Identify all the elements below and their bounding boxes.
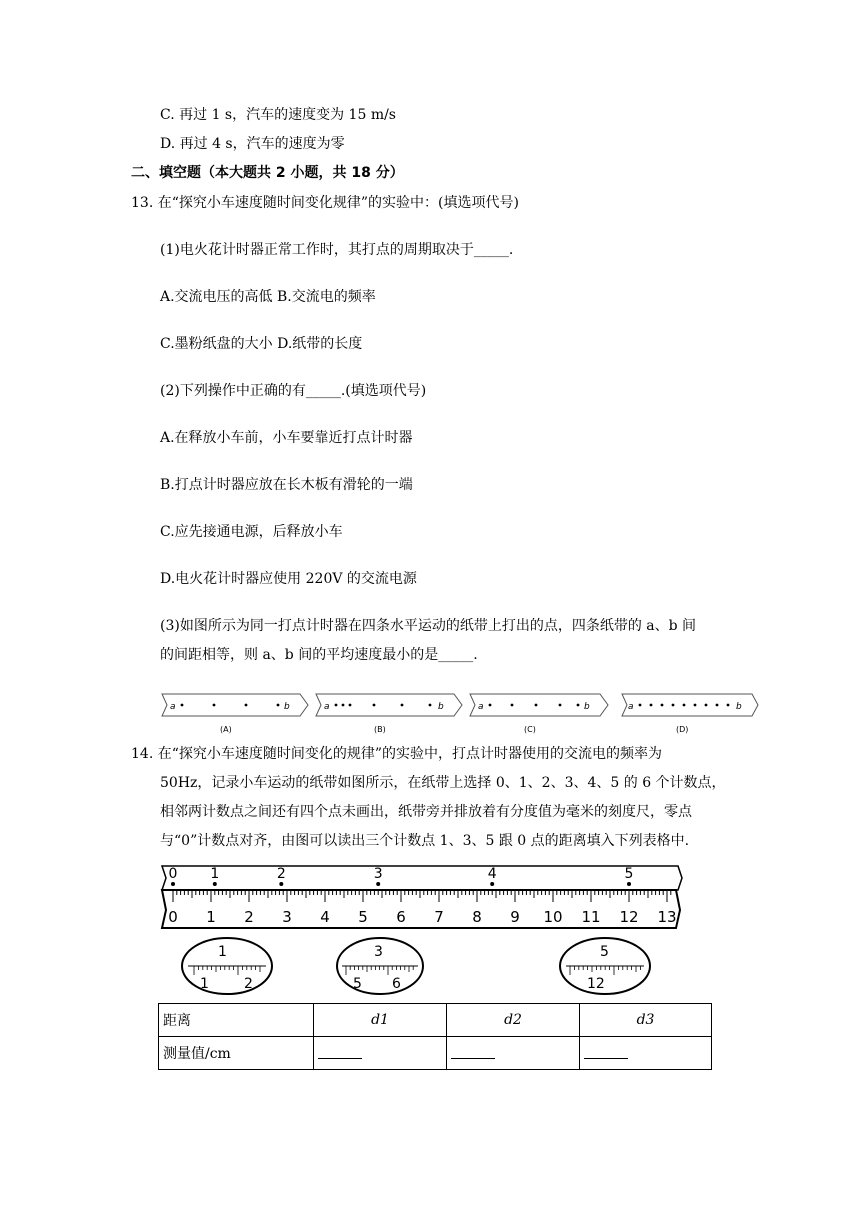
- ruler-scale-label: 9: [510, 908, 520, 926]
- q13-part2-option-c: C.应先接通电源，后释放小车: [160, 524, 343, 540]
- table-value-row: [159, 1037, 712, 1070]
- q13-part2: (2)下列操作中正确的有_____.(填选项代号): [160, 383, 427, 399]
- q13-part3-line1: (3)如图所示为同一打点计时器在四条水平运动的纸带上打出的点，四条纸带的 a、b 间: [160, 618, 697, 634]
- q13-part1-options-ab: A.交流电压的高低 B.交流电的频率: [160, 289, 376, 305]
- count-point-label: 2: [276, 866, 286, 882]
- magnifier-3-point: 5: [600, 944, 609, 960]
- tape-c: [470, 694, 608, 734]
- table-header-row: [159, 1004, 712, 1037]
- q13-part1: (1)电火花计时器正常工作时，其打点的周期取决于_____.: [160, 242, 514, 258]
- magnifier-1: [182, 938, 272, 994]
- tape-d: [622, 694, 758, 734]
- ruler-scale-label: 11: [581, 908, 601, 926]
- tape-a-point-b: b: [284, 702, 290, 712]
- question-14-line2: 50Hz，记录小车运动的纸带如图所示，在纸带上选择 0、1、2、3、4、5 的 6 个计数点，: [160, 775, 726, 791]
- q13-part2-option-d: D.电火花计时器应使用 220V 的交流电源: [160, 571, 417, 587]
- count-point-label: 0: [168, 866, 178, 882]
- ruler-scale-label: 12: [619, 908, 639, 926]
- count-point-dot: [279, 882, 283, 886]
- answer-d3[interactable]: [580, 1037, 712, 1070]
- tape-a: [162, 694, 308, 734]
- ruler-scale-label: 1: [206, 908, 216, 926]
- magnifier-figure: [180, 936, 660, 998]
- paper-tapes-figure: [160, 690, 760, 738]
- q13-part1-options-cd: C.墨粉纸盘的大小 D.纸带的长度: [160, 336, 363, 352]
- count-point-dot: [376, 882, 380, 886]
- count-point-dot: [490, 882, 494, 886]
- magnifier-2: [337, 938, 423, 994]
- ruler-scale-label: 2: [244, 908, 254, 926]
- measurement-table: [158, 1003, 712, 1070]
- header-d3: d3: [580, 1004, 712, 1037]
- tape-d-point-b: b: [736, 702, 742, 712]
- option-d: D. 再过 4 s，汽车的速度为零: [160, 136, 345, 152]
- ruler-scale-label: 6: [396, 908, 406, 926]
- ruler-scale-label: 10: [543, 908, 563, 926]
- tape-c-label: (C): [524, 725, 536, 734]
- ruler-scale-label: 13: [657, 908, 677, 926]
- q13-part2-option-a: A.在释放小车前，小车要靠近打点计时器: [160, 430, 413, 446]
- magnifier-2-left: 5: [353, 976, 362, 992]
- section-title: 二、填空题（本大题共 2 小题，共 18 分）: [131, 165, 404, 181]
- ruler-scale-label: 3: [282, 908, 292, 926]
- magnifier-1-right: 2: [244, 976, 253, 992]
- tape-a-point-a: a: [170, 702, 176, 712]
- count-point-dot: [627, 882, 631, 886]
- count-point-label: 3: [373, 866, 383, 882]
- answer-d2[interactable]: [447, 1037, 580, 1070]
- header-distance: 距离: [159, 1004, 314, 1037]
- q13-part3-line2: 的间距相等，则 a、b 间的平均速度最小的是_____.: [160, 647, 478, 663]
- tape-a-label: (A): [220, 725, 232, 734]
- count-point-dot: [171, 882, 175, 886]
- tape-b-point-a: a: [324, 702, 330, 712]
- tape-b: [316, 694, 462, 734]
- question-13: 13. 在“探究小车速度随时间变化规律”的实验中：(填选项代号): [131, 195, 519, 211]
- ruler-scale-label: 4: [320, 908, 330, 926]
- tape-d-label: (D): [676, 725, 689, 734]
- tape-b-point-b: b: [438, 702, 444, 712]
- count-point-label: 4: [487, 866, 497, 882]
- ruler-scale-label: 5: [358, 908, 368, 926]
- header-d2: d2: [447, 1004, 580, 1037]
- magnifier-3: [560, 938, 650, 994]
- count-point-dot: [213, 882, 217, 886]
- tape-c-point-b: b: [584, 702, 590, 712]
- ruler-scale-label: 0: [168, 908, 178, 926]
- ruler-scale-label: 8: [472, 908, 482, 926]
- tape-d-point-a: a: [628, 702, 634, 712]
- tape-b-label: (B): [374, 725, 386, 734]
- question-14-line4: 与“0”计数点对齐，由图可以读出三个计数点 1、3、5 跟 0 点的距离填入下列表格中.: [160, 833, 690, 849]
- ruler-figure: [158, 858, 698, 930]
- count-point-label: 1: [210, 866, 220, 882]
- answer-d1[interactable]: [314, 1037, 447, 1070]
- magnifier-3-left: 12: [587, 976, 605, 992]
- question-14-line3: 相邻两计数点之间还有四个点未画出，纸带旁并排放着有分度值为毫米的刻度尺，零点: [160, 804, 692, 820]
- magnifier-2-point: 3: [374, 944, 383, 960]
- magnifier-2-right: 6: [392, 976, 401, 992]
- ruler-scale-label: 7: [434, 908, 444, 926]
- option-c: C. 再过 1 s，汽车的速度变为 15 m/s: [160, 107, 396, 123]
- header-d1: d1: [314, 1004, 447, 1037]
- magnifier-1-point: 1: [218, 944, 227, 960]
- count-point-label: 5: [624, 866, 634, 882]
- tape-c-point-a: a: [478, 702, 484, 712]
- row-label: 测量值/cm: [159, 1037, 314, 1070]
- magnifier-1-left: 1: [200, 976, 209, 992]
- q13-part2-option-b: B.打点计时器应放在长木板有滑轮的一端: [160, 477, 413, 493]
- question-14-line1: 14. 在“探究小车速度随时间变化的规律”的实验中，打点计时器使用的交流电的频率为: [131, 746, 663, 762]
